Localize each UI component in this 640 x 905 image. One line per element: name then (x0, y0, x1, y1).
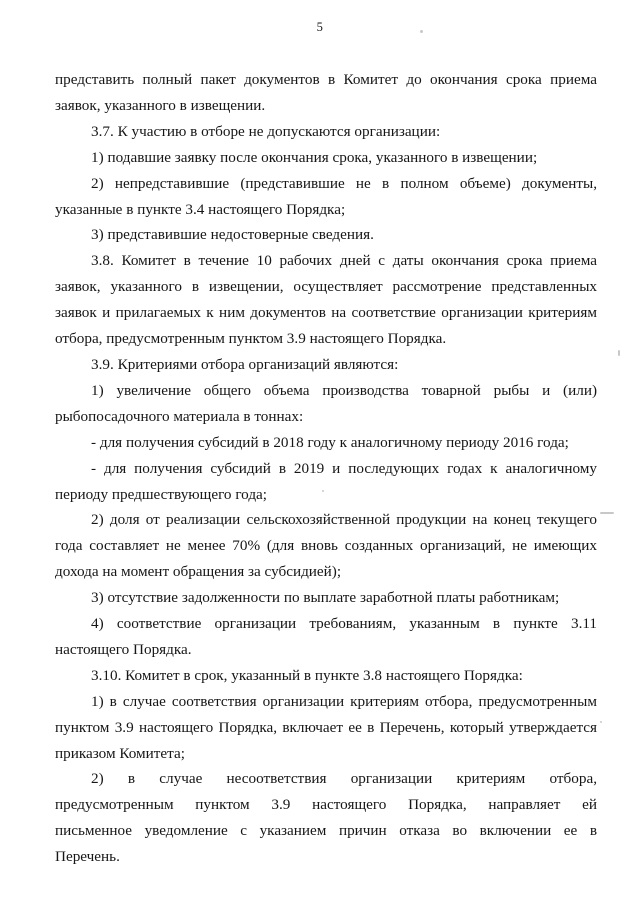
paragraph-3-9-item-1-dash-1: - для получения субсидий в 2018 году к аналогичному периоду 2016 года; (91, 433, 569, 451)
paragraph-3-7-item-1: 1) подавшие заявку после окончания срока, указанного в извещении; (91, 148, 538, 166)
scan-speck (600, 721, 602, 723)
paragraph-3-10-item-1: 1) в случае соответствия организации критериям отбора, предусмотренным пунктом 3.9 настоящего Порядка, включает ее в Перечень, который утверждается приказом Комитета; (55, 692, 597, 762)
paragraph-3-7-item-2: 2) непредставившие (представившие не в полном объеме) документы, указанные в пункте 3.4 настоящего Порядка; (55, 174, 597, 218)
paragraph-3-7-item-3: 3) представившие недостоверные сведения. (91, 226, 374, 244)
page-number: 5 (316, 20, 324, 34)
paragraph-3-9: 3.9. Критериями отбора организаций являются: (91, 355, 399, 373)
scan-speck (618, 350, 620, 356)
document-body (55, 67, 597, 870)
scan-speck (322, 490, 324, 492)
paragraph-3-9-item-3: 3) отсутствие задолженности по выплате заработной платы работникам; (91, 589, 560, 607)
paragraph-continuation: представить полный пакет документов в Комитет до окончания срока приема заявок, указанного в извещении. (55, 71, 597, 114)
paragraph-3-9-item-4: 4) соответствие организации требованиям, указанным в пункте 3.11 настоящего Порядка. (55, 615, 597, 658)
paragraph-3-7: 3.7. К участию в отборе не допускаются организации: (91, 122, 441, 140)
paragraph-3-10-item-2: 2) в случае несоответствия организации критериям отбора, предусмотренным пунктом 3.9 настоящего Порядка, направляет ей письменное уведомление с указанием причин отказа во включении ее в Перечень. (55, 770, 597, 866)
paragraph-3-9-item-1-dash-2: - для получения субсидий в 2019 и последующих годах к аналогичному периоду предшествующего года; (55, 459, 597, 503)
paragraph-3-10: 3.10. Комитет в срок, указанный в пункте 3.8 настоящего Порядка: (91, 666, 523, 684)
scan-speck (420, 30, 423, 33)
paragraph-3-9-item-2: 2) доля от реализации сельскохозяйственной продукции на конец текущего года составляет не менее 70% (для вновь созданных организаций, не имеющих дохода на момент обращения за субсидией); (55, 511, 597, 581)
paragraph-3-9-item-1: 1) увеличение общего объема производства товарной рыбы и (или) рыбопосадочного материала в тоннах: (55, 381, 597, 425)
scan-speck (600, 512, 614, 514)
paragraph-3-8: 3.8. Комитет в течение 10 рабочих дней с даты окончания срока приема заявок, указанного в извещении, осуществляет рассмотрение представленных заявок и прилагаемых к ним документов на соответствие организации критериям отбора, предусмотренным пунктом 3.9 настоящего Порядка. (55, 252, 597, 348)
